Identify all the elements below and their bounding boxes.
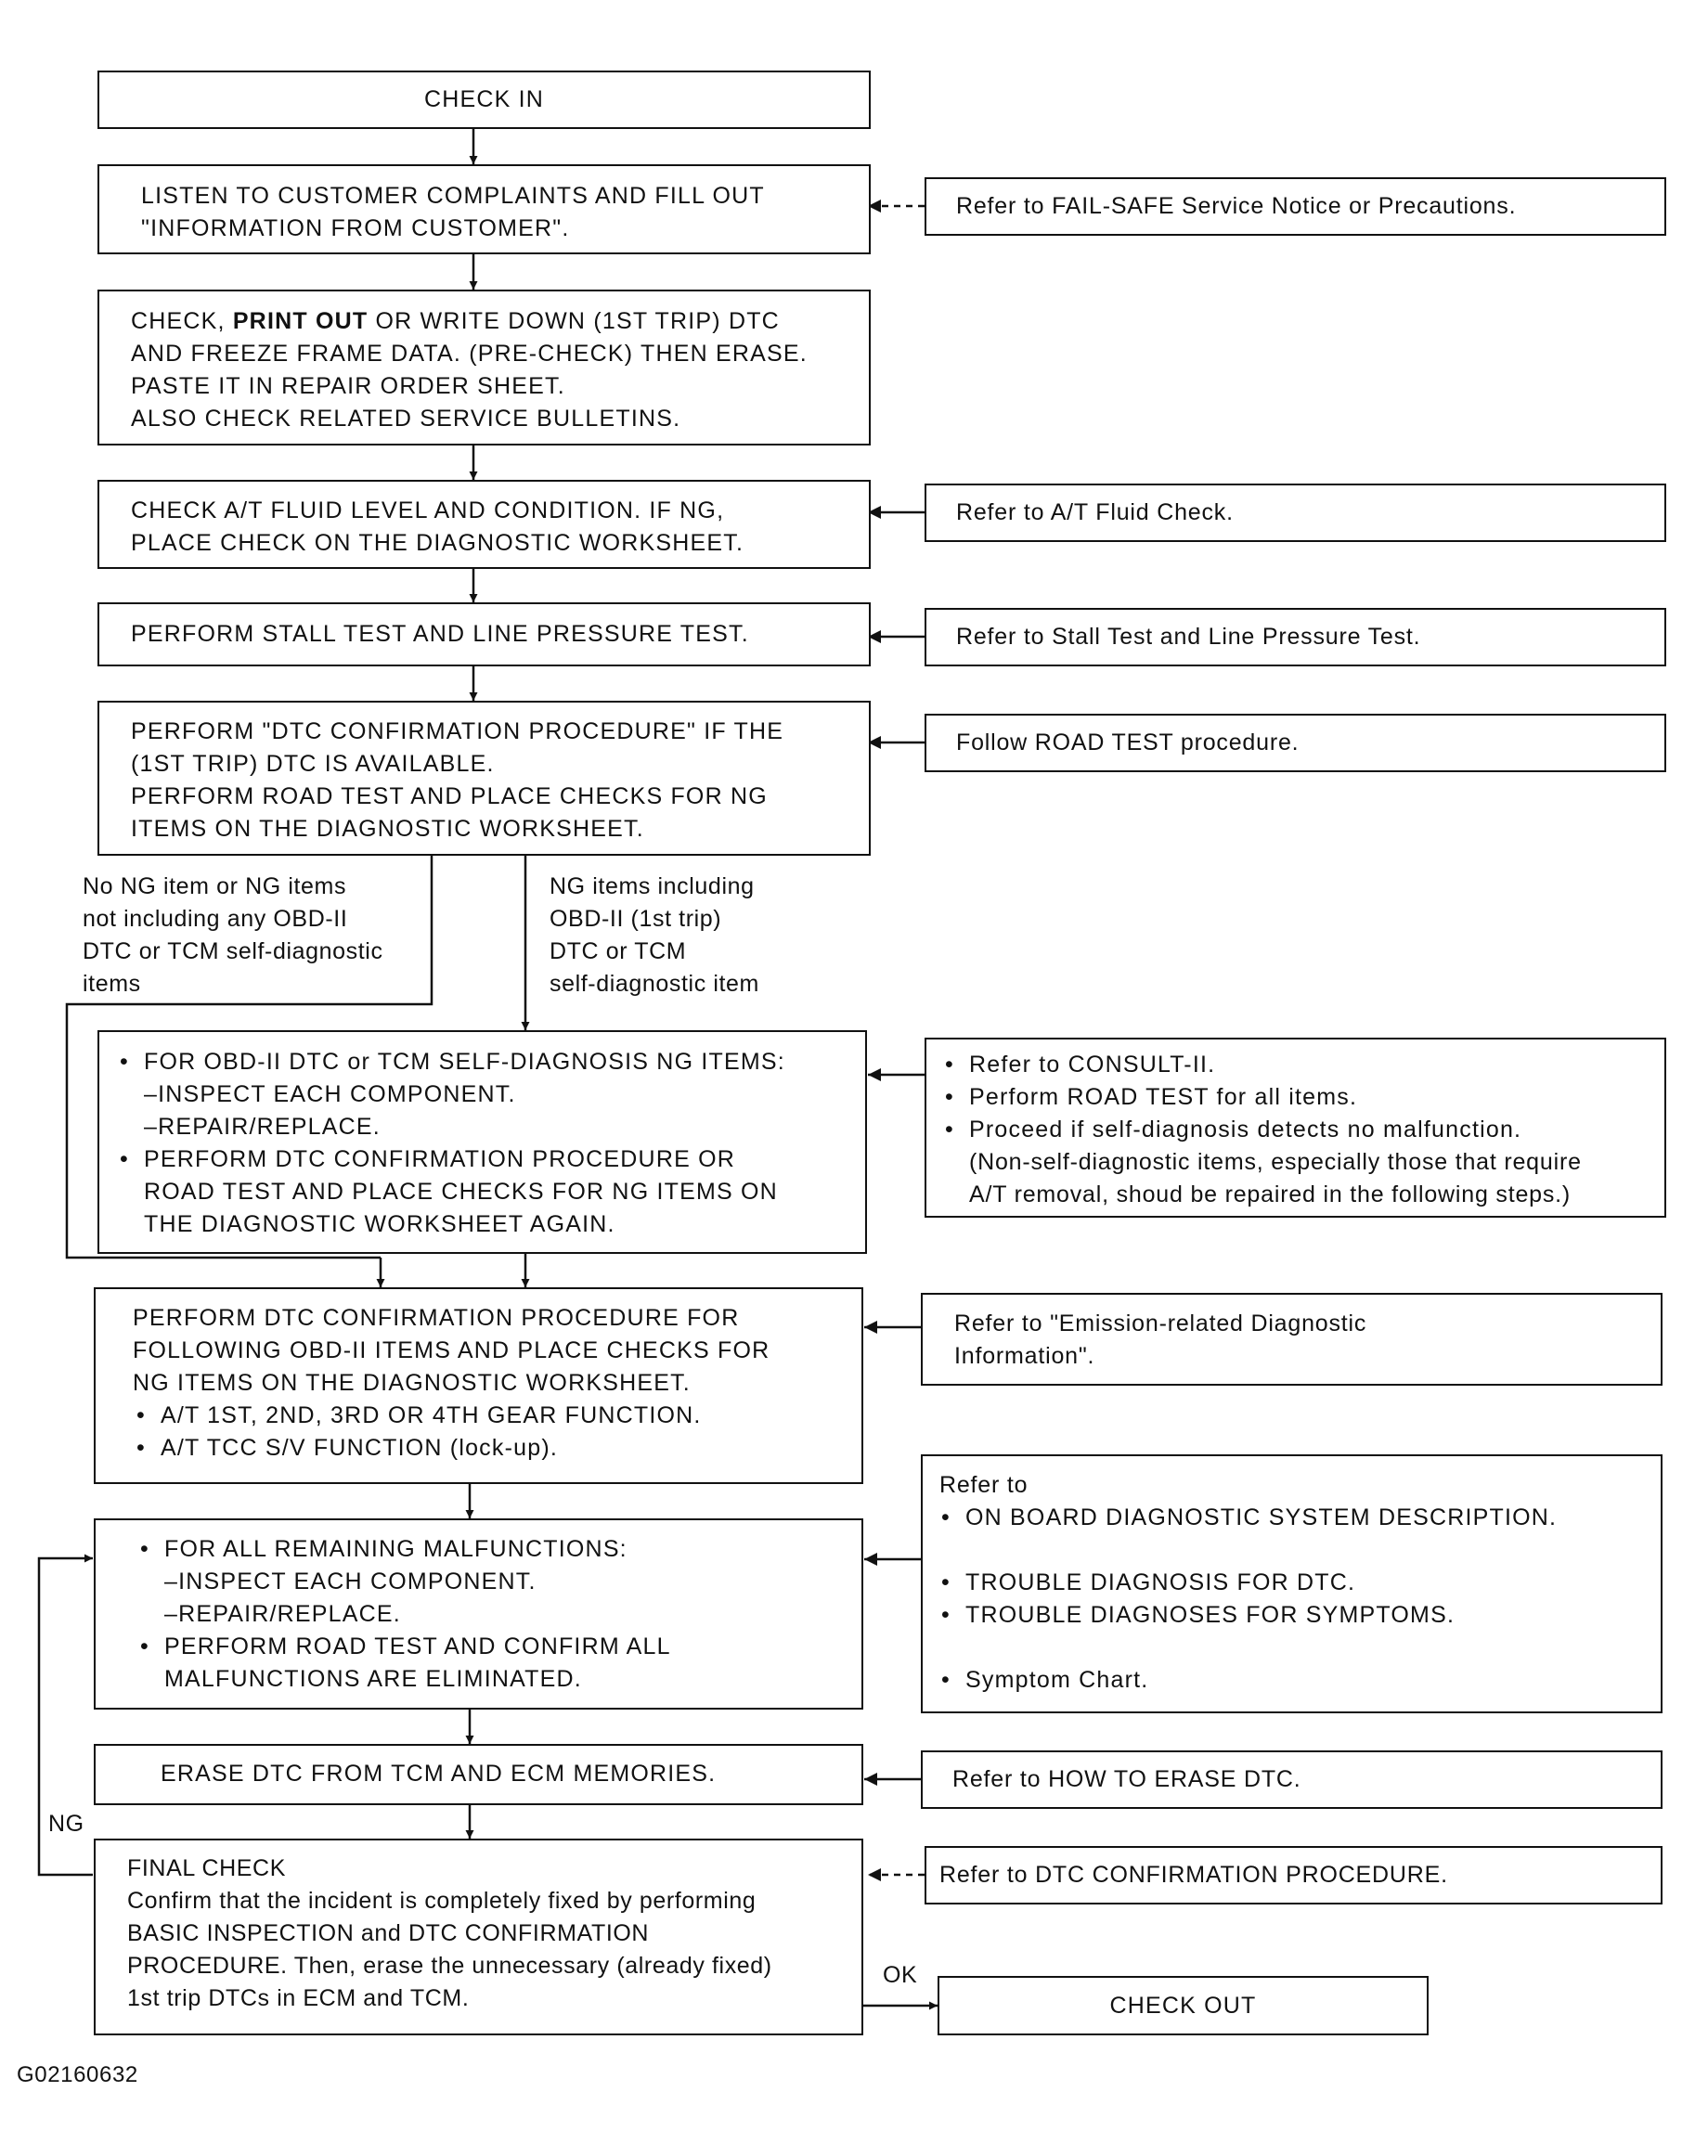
ref-consult-bullet-1: • Refer to CONSULT-II. — [969, 1049, 1215, 1081]
ref-refer-bullet-1: • ON BOARD DIAGNOSTIC SYSTEM DESCRIPTION. — [965, 1502, 1557, 1534]
ng-label-3: DTC or TCM — [550, 938, 687, 964]
remaining-line-repair: –REPAIR/REPLACE. — [164, 1601, 401, 1627]
obd-line-6: THE DIAGNOSTIC WORKSHEET AGAIN. — [144, 1211, 615, 1237]
following-bullet-1: • A/T 1ST, 2ND, 3RD OR 4TH GEAR FUNCTION. — [161, 1400, 702, 1432]
ref-emission-line-2: Information". — [954, 1343, 1095, 1369]
ref-failsafe-box — [925, 177, 1666, 236]
listen-line-1: LISTEN TO CUSTOMER COMPLAINTS AND FILL OUT — [141, 183, 765, 209]
erase-label: ERASE DTC FROM TCM AND ECM MEMORIES. — [161, 1761, 717, 1787]
ref-consult-bullet-2: • Perform ROAD TEST for all items. — [969, 1081, 1357, 1114]
following-line-1: PERFORM DTC CONFIRMATION PROCEDURE FOR — [133, 1305, 740, 1331]
final-line-3: BASIC INSPECTION and DTC CONFIRMATION — [127, 1920, 650, 1946]
remaining-line-5: MALFUNCTIONS ARE ELIMINATED. — [164, 1666, 582, 1692]
remaining-line-inspect: –INSPECT EACH COMPONENT. — [164, 1569, 537, 1594]
ref-final-box — [925, 1846, 1663, 1904]
ref-consult-line-4: (Non-self-diagnostic items, especially those that require — [969, 1149, 1582, 1175]
following-obd-items-box — [94, 1287, 863, 1484]
following-bullet-2: • A/T TCC S/V FUNCTION (lock-up). — [161, 1432, 558, 1465]
obd-ng-items-box — [97, 1030, 867, 1254]
final-line-2: Confirm that the incident is completely fixed by performing — [127, 1888, 757, 1914]
erase-dtc-box — [94, 1744, 863, 1805]
listen-line-2: "INFORMATION FROM CUSTOMER". — [141, 215, 570, 241]
stall-label: PERFORM STALL TEST AND LINE PRESSURE TEST. — [131, 621, 749, 647]
ref-stall-box — [925, 608, 1666, 666]
remaining-malfunctions-box — [94, 1518, 863, 1710]
obd-line-repair: –REPAIR/REPLACE. — [144, 1114, 381, 1140]
no-ng-label-4: items — [83, 971, 141, 997]
ref-refer-to-box — [921, 1454, 1663, 1713]
fluid-line-1: CHECK A/T FLUID LEVEL AND CONDITION. IF NG, — [131, 497, 725, 523]
no-ng-label-1: No NG item or NG items — [83, 873, 347, 899]
obd-line-inspect: –INSPECT EACH COMPONENT. — [144, 1081, 516, 1107]
figure-id: G02160632 — [17, 2062, 138, 2087]
following-line-3: NG ITEMS ON THE DIAGNOSTIC WORKSHEET. — [133, 1370, 691, 1396]
ref-refer-bullet-2: • TROUBLE DIAGNOSIS FOR DTC. — [965, 1567, 1355, 1599]
ref-fluid-box — [925, 484, 1666, 542]
no-ng-label-2: not including any OBD-II — [83, 906, 348, 932]
stall-test-box — [97, 602, 871, 666]
print-line-4: ALSO CHECK RELATED SERVICE BULLETINS. — [131, 406, 681, 432]
final-title: FINAL CHECK — [127, 1855, 286, 1881]
dtc-line-2: (1ST TRIP) DTC IS AVAILABLE. — [131, 751, 495, 777]
ok-label: OK — [883, 1962, 918, 1988]
ref-road-test-text: Follow ROAD TEST procedure. — [956, 729, 1300, 755]
fluid-line-2: PLACE CHECK ON THE DIAGNOSTIC WORKSHEET. — [131, 530, 744, 556]
ref-emission-box — [921, 1293, 1663, 1386]
ng-label-2: OBD-II (1st trip) — [550, 906, 722, 932]
dtc-confirmation-box — [97, 701, 871, 856]
check-out-box — [938, 1976, 1429, 2035]
ref-refer-to-title: Refer to — [939, 1472, 1029, 1498]
ng-label-1: NG items including — [550, 873, 755, 899]
remaining-bullet-2: • PERFORM ROAD TEST AND CONFIRM ALL — [164, 1631, 671, 1663]
obd-line-5: ROAD TEST AND PLACE CHECKS FOR NG ITEMS ON — [144, 1179, 778, 1205]
ref-consult-line-5: A/T removal, shoud be repaired in the following steps.) — [969, 1181, 1572, 1207]
print-out-box — [97, 290, 871, 445]
ref-consult-box — [925, 1038, 1666, 1218]
fluid-check-box — [97, 480, 871, 569]
final-check-box — [94, 1839, 863, 2035]
ref-refer-bullet-4: • Symptom Chart. — [965, 1664, 1148, 1697]
listen-box — [97, 164, 871, 254]
ng-loop-label: NG — [48, 1811, 84, 1837]
ref-final-text: Refer to DTC CONFIRMATION PROCEDURE. — [939, 1862, 1448, 1888]
obd-bullet-2: • PERFORM DTC CONFIRMATION PROCEDURE OR — [144, 1143, 735, 1176]
ref-fluid-text: Refer to A/T Fluid Check. — [956, 499, 1234, 525]
final-line-4: PROCEDURE. Then, erase the unnecessary (already fixed) — [127, 1953, 772, 1979]
obd-bullet-1: • FOR OBD-II DTC or TCM SELF-DIAGNOSIS NG ITEMS: — [144, 1046, 785, 1078]
ref-failsafe-text: Refer to FAIL-SAFE Service Notice or Precautions. — [956, 193, 1517, 219]
ref-consult-bullet-3: • Proceed if self-diagnosis detects no malfunction. — [969, 1114, 1521, 1146]
dtc-line-4: ITEMS ON THE DIAGNOSTIC WORKSHEET. — [131, 816, 644, 842]
ref-erase-text: Refer to HOW TO ERASE DTC. — [952, 1766, 1301, 1792]
check-in-box — [97, 71, 871, 129]
ref-road-test-box — [925, 714, 1666, 772]
ref-refer-bullet-3: • TROUBLE DIAGNOSES FOR SYMPTOMS. — [965, 1599, 1455, 1632]
ref-erase-box — [921, 1750, 1663, 1809]
print-line-3: PASTE IT IN REPAIR ORDER SHEET. — [131, 373, 565, 399]
ref-emission-line-1: Refer to "Emission-related Diagnostic — [954, 1310, 1367, 1336]
no-ng-label-3: DTC or TCM self-diagnostic — [83, 938, 383, 964]
print-line-2: AND FREEZE FRAME DATA. (PRE-CHECK) THEN ERASE. — [131, 341, 808, 367]
check-in-label: CHECK IN — [423, 86, 545, 112]
following-line-2: FOLLOWING OBD-II ITEMS AND PLACE CHECKS FOR — [133, 1337, 770, 1363]
print-line-1: CHECK, PRINT OUT OR WRITE DOWN (1ST TRIP) DTC — [131, 308, 780, 334]
dtc-line-1: PERFORM "DTC CONFIRMATION PROCEDURE" IF THE — [131, 718, 784, 744]
ng-label-4: self-diagnostic item — [550, 971, 759, 997]
check-out-label: CHECK OUT — [1109, 1993, 1257, 2019]
ref-stall-text: Refer to Stall Test and Line Pressure Test. — [956, 624, 1421, 650]
remaining-bullet-1: • FOR ALL REMAINING MALFUNCTIONS: — [164, 1533, 628, 1566]
dtc-line-3: PERFORM ROAD TEST AND PLACE CHECKS FOR NG — [131, 783, 768, 809]
final-line-5: 1st trip DTCs in ECM and TCM. — [127, 1985, 470, 2011]
